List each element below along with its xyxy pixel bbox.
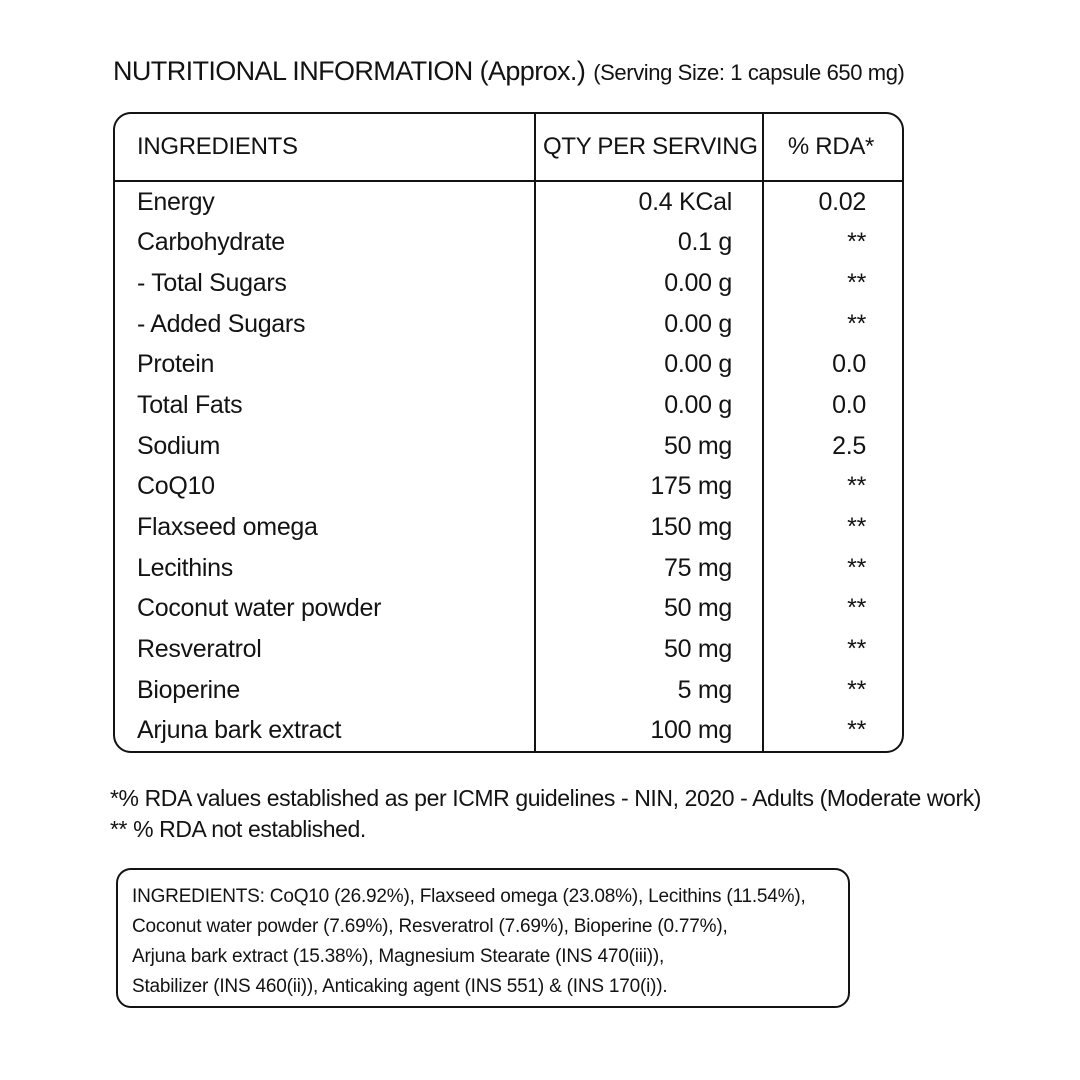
table-header-row <box>115 114 902 182</box>
rda-value: ** <box>847 634 866 663</box>
qty-value: 0.00 g <box>536 304 764 345</box>
ingredient-name: Sodium <box>115 426 536 467</box>
ingredients-line: Arjuna bark extract (15.38%), Magnesium Stearate (INS 470(iii)), <box>132 946 665 967</box>
header-rda: % RDA* <box>787 133 875 160</box>
qty-value: 50 mg <box>536 588 764 629</box>
ingredient-name: Flaxseed omega <box>115 507 536 548</box>
qty-value: 175 mg <box>536 466 764 507</box>
ingredient-name: Bioperine <box>115 670 536 711</box>
rda-value: ** <box>847 309 866 338</box>
footnote-rda-not-established: ** % RDA not established. <box>110 816 366 842</box>
title-main: NUTRITIONAL INFORMATION (Approx.) <box>113 56 586 86</box>
table-row <box>115 670 902 711</box>
ingredient-name: Arjuna bark extract <box>115 710 536 751</box>
table-row <box>115 548 902 589</box>
rda-value: ** <box>847 594 866 623</box>
header-ingredients: INGREDIENTS <box>115 114 536 180</box>
ingredients-box <box>116 868 850 1008</box>
rda-value: ** <box>847 716 866 745</box>
qty-value: 75 mg <box>536 548 764 589</box>
table-row <box>115 345 902 386</box>
ingredient-name: Resveratrol <box>115 629 536 670</box>
qty-value: 0.1 g <box>536 223 764 264</box>
qty-value: 50 mg <box>536 629 764 670</box>
qty-value: 50 mg <box>536 426 764 467</box>
rda-value: 2.5 <box>832 431 866 460</box>
table-row <box>115 466 902 507</box>
table-body <box>115 182 902 751</box>
rda-footnotes <box>110 783 981 845</box>
table-row <box>115 223 902 264</box>
rda-value: ** <box>847 675 866 704</box>
qty-value: 0.00 g <box>536 385 764 426</box>
ingredient-name: Coconut water powder <box>115 588 536 629</box>
header-qty-per-serving: QTY PER SERVING <box>536 114 764 180</box>
rda-value: ** <box>847 472 866 501</box>
rda-value: ** <box>847 553 866 582</box>
qty-value: 150 mg <box>536 507 764 548</box>
table-row <box>115 304 902 345</box>
ingredient-name: Total Fats <box>115 385 536 426</box>
rda-value: 0.0 <box>832 391 866 420</box>
ingredient-name: - Total Sugars <box>115 263 536 304</box>
nutrition-table <box>113 112 904 753</box>
serving-size-text: (Serving Size: 1 capsule 650 mg) <box>593 60 905 85</box>
qty-value: 0.00 g <box>536 263 764 304</box>
footnote-rda-established: *% RDA values established as per ICMR guidelines - NIN, 2020 - Adults (Moderate work) <box>110 785 982 811</box>
ingredient-name: Energy <box>115 182 536 223</box>
rda-value: ** <box>847 228 866 257</box>
ingredients-line: Coconut water powder (7.69%), Resveratrol (7.69%), Bioperine (0.77%), <box>132 916 728 937</box>
qty-value: 0.00 g <box>536 345 764 386</box>
ingredient-name: Protein <box>115 345 536 386</box>
qty-value: 5 mg <box>536 670 764 711</box>
page-title <box>113 56 904 87</box>
rda-value: 0.02 <box>818 187 866 216</box>
rda-value: ** <box>847 269 866 298</box>
table-row <box>115 629 902 670</box>
ingredient-name: Lecithins <box>115 548 536 589</box>
qty-value: 100 mg <box>536 710 764 751</box>
table-row <box>115 385 902 426</box>
table-row <box>115 426 902 467</box>
ingredient-name: CoQ10 <box>115 466 536 507</box>
ingredient-name: - Added Sugars <box>115 304 536 345</box>
table-row <box>115 710 902 751</box>
table-row <box>115 263 902 304</box>
table-row <box>115 507 902 548</box>
table-row <box>115 588 902 629</box>
ingredients-line: INGREDIENTS: CoQ10 (26.92%), Flaxseed omega (23.08%), Lecithins (11.54%), <box>132 886 806 907</box>
ingredients-line: Stabilizer (INS 460(ii)), Anticaking agent (INS 551) & (INS 170(i)). <box>132 976 668 997</box>
table-row <box>115 182 902 223</box>
ingredient-name: Carbohydrate <box>115 223 536 264</box>
rda-value: ** <box>847 512 866 541</box>
rda-value: 0.0 <box>832 350 866 379</box>
qty-value: 0.4 KCal <box>536 182 764 223</box>
